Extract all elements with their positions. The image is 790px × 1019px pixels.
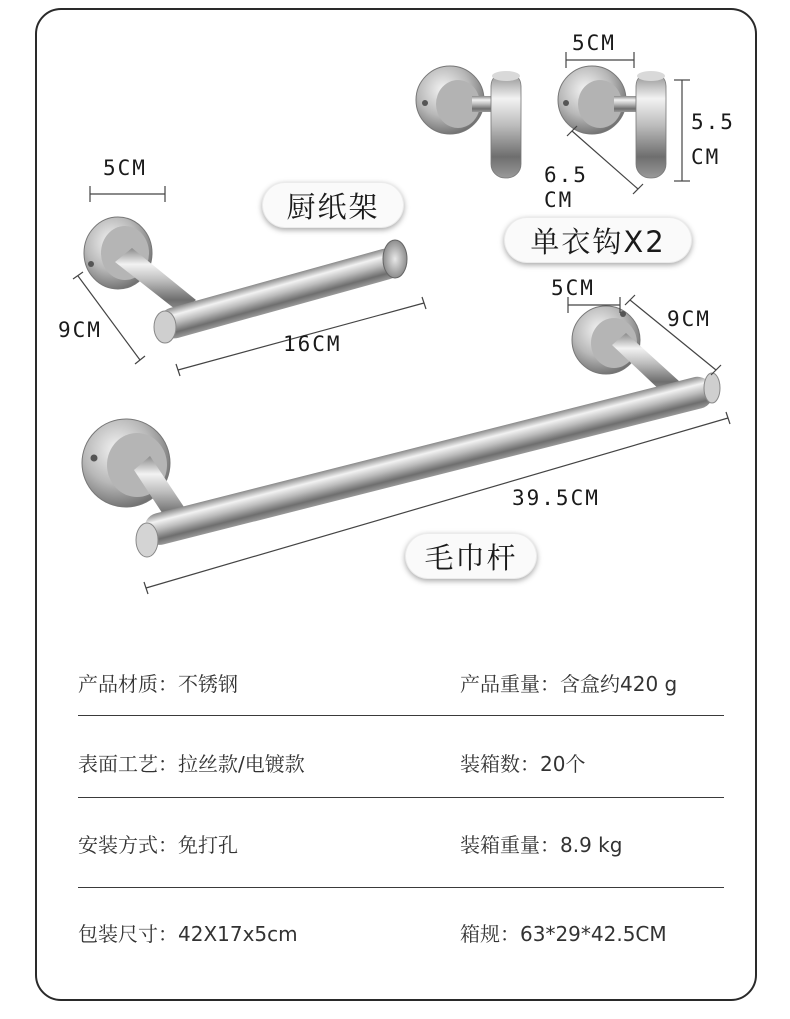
spec-carton-size: 箱规：63*29*42.5CM	[460, 921, 667, 946]
spec-row-4	[78, 912, 724, 952]
towel-bar-label: 毛巾杆	[405, 533, 537, 579]
towel-base-dimension: 5CM	[551, 276, 595, 300]
spec-row-3	[78, 823, 724, 863]
hook-depth-value: 6.5	[544, 163, 588, 187]
spec-install: 安装方式：免打孔	[78, 832, 238, 857]
hook-base-dimension: 5CM	[572, 31, 616, 55]
spec-divider	[78, 797, 724, 798]
towel-bar-product	[82, 306, 720, 557]
towel-length-dimension: 39.5CM	[512, 486, 600, 510]
spec-row-1	[78, 662, 724, 702]
spec-material: 产品材质：不锈钢	[78, 671, 238, 696]
spec-divider	[78, 715, 724, 716]
spec-carton-weight: 装箱重量：8.9 kg	[460, 832, 623, 857]
spec-weight: 产品重量：含盒约420 g	[460, 671, 678, 696]
hook-product-1	[416, 66, 521, 178]
paper-base-dimension: 5CM	[103, 156, 147, 180]
paper-depth-dimension: 9CM	[58, 318, 102, 342]
paper-holder-label: 厨纸架	[262, 182, 404, 228]
paper-holder-product	[84, 217, 407, 343]
paper-length-dimension: 16CM	[283, 332, 342, 356]
hook-label: 单衣钩X2	[504, 217, 692, 263]
spec-row-2	[78, 742, 724, 782]
hook-depth-unit: CM	[544, 188, 574, 212]
spec-divider	[78, 887, 724, 888]
hook-height-unit: CM	[691, 145, 721, 169]
spec-carton-count: 装箱数：20个	[460, 751, 586, 776]
towel-depth-dimension: 9CM	[667, 307, 711, 331]
hook-product-2	[558, 66, 666, 178]
spec-package-size: 包装尺寸：42X17x5cm	[78, 921, 298, 946]
spec-finish: 表面工艺：拉丝款/电镀款	[78, 751, 305, 776]
hook-height-value: 5.5	[691, 110, 735, 134]
